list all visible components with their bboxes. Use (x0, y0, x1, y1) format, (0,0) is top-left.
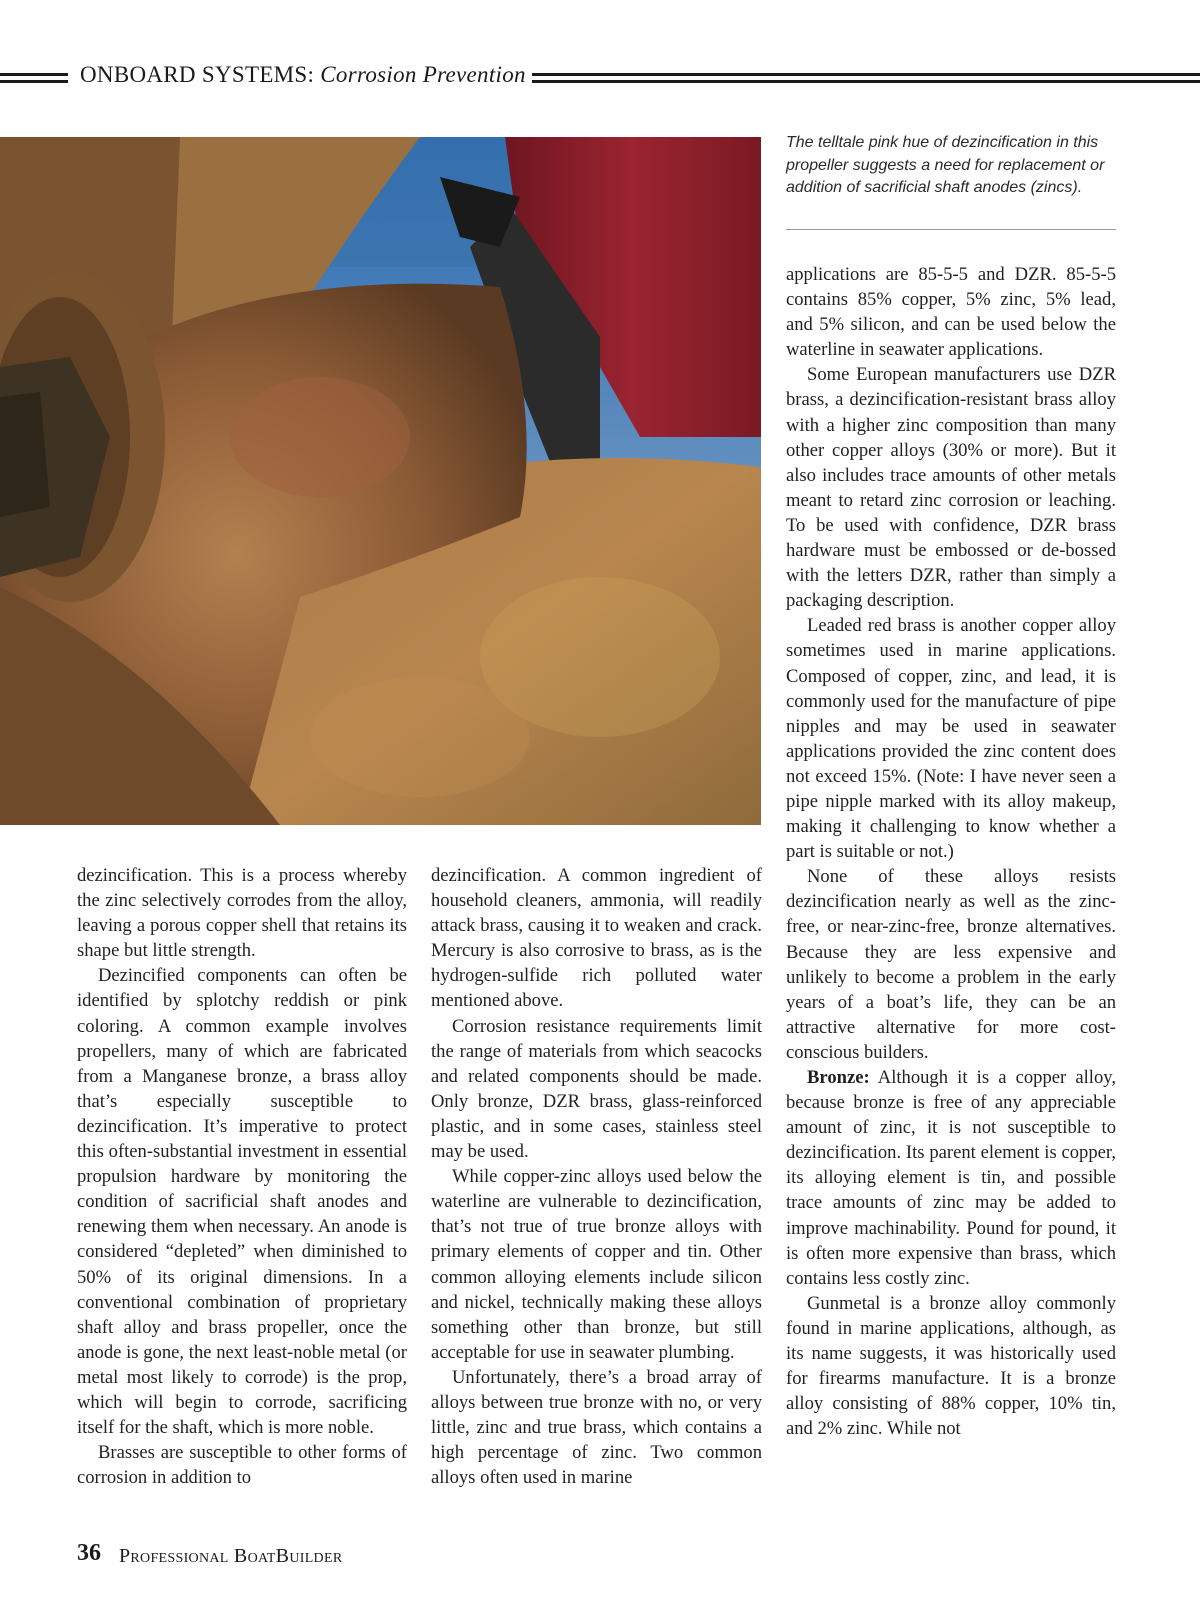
paragraph: None of these alloys resists dezincification nearly as well as the zinc-free, or near-zinc-free, bronze alternatives. Because they are less expensive and unlikely to become a problem in the early years of a boat’s life, they can be an attractive alternative for more cost-conscious builders. (786, 866, 1116, 1063)
propeller-photo (0, 137, 761, 825)
paragraph: Corrosion resistance requirements limit the range of materials from which seacocks and related components should be made. Only bronze, DZR brass, glass-reinforced plastic, and in some cases, stainless steel may be used. (431, 1015, 762, 1163)
paragraph: Dezincified components can often be identified by splotchy reddish or pink coloring. A common example involves propellers, many of which are fabricated from a Manganese bronze, a brass alloy that’s especially susceptible to dezincification. It’s imperative to protect this often-substantial investment in essential propulsion hardware by monitoring the condition of sacrificial shaft anodes and renewing them when necessary. An anode is considered “depleted” when diminished to 50% of its original dimensions. In a conventional combination of proprietary shaft alloy and brass propeller, once the anode is gone, the next least-noble metal (or metal most likely to corrode) is the prop, which will begin to corrode, sacrificing itself for the shaft, which is more noble. (77, 965, 407, 1439)
publication-name: Professional BoatBuilder (119, 1545, 343, 1567)
paragraph: applications are 85-5-5 and DZR. 85-5-5 contains 85% copper, 5% zinc, 5% lead, and 5% silicon, and can be used below the waterline in seawater applications. (786, 264, 1116, 361)
paragraph: Unfortunately, there’s a broad array of alloys between true bronze with no, or very little, zinc and true brass, which contains a high percentage of zinc. Two common alloys often used in marine (431, 1366, 762, 1489)
paragraph: dezincification. A common ingredient of household cleaners, ammonia, will readily attack brass, causing it to weaken and crack. Mercury is also corrosive to brass, as is the hydrogen-sulfide rich polluted water mentioned above. (431, 865, 762, 1012)
photo-caption: The telltale pink hue of dezincification in this propeller suggests a need for replacement or addition of sacrificial shaft anodes (zincs). (786, 134, 1105, 196)
section-header (80, 62, 526, 88)
paragraph: Some European manufacturers use DZR brass, a dezincification-resistant brass alloy with a higher zinc composition than many other copper alloys (30% or more). But it also includes trace amounts of other metals meant to retard zinc corrosion or leaching. To be used with confidence, DZR brass hardware must be embossed or de-bossed with the letters DZR, rather than simply a packaging description. (786, 364, 1116, 612)
subhead-bronze: Bronze: (807, 1067, 870, 1088)
section-label: ONBOARD SYSTEMS: (80, 62, 315, 87)
text-column-2 (431, 863, 762, 1490)
text-column-1 (77, 863, 407, 1490)
header-rule-left (0, 73, 68, 85)
page-number: 36 (77, 1540, 101, 1566)
header-rule-right (532, 73, 1200, 85)
section-topic: Corrosion Prevention (320, 62, 526, 87)
paragraph: Brasses are susceptible to other forms of corrosion in addition to (77, 1442, 407, 1489)
paragraph: dezincification. This is a process whereby the zinc selectively corrodes from the alloy, leaving a porous copper shell that retains its shape but little strength. (77, 865, 407, 962)
paragraph (786, 1065, 1116, 1291)
text-column-3 (786, 262, 1116, 1441)
caption-divider (786, 229, 1116, 230)
paragraph: Leaded red brass is another copper alloy sometimes used in marine applications. Composed of copper, zinc, and lead, it is commonly used for the manufacture of pipe nipples and may be used in seawater applications provided the zinc content does not exceed 15%. (Note: I have never seen a pipe nipple marked with its alloy makeup, making it challenging to know whether a part is suitable or not.) (786, 615, 1116, 863)
paragraph-text: Although it is a copper alloy, because bronze is free of any appreciable amount of zinc, it is not susceptible to dezincification. Its parent element is copper, its alloying element is tin, and possible trace amounts of zinc may be added to improve machinability. Pound for pound, it is often more expensive than brass, which contains less costly zinc. (786, 1067, 1116, 1289)
paragraph: Gunmetal is a bronze alloy commonly found in marine applications, although, as its name suggests, it was historically used for firearms manufacture. It is a bronze alloy consisting of 88% copper, 10% tin, and 2% zinc. While not (786, 1292, 1116, 1440)
paragraph: While copper-zinc alloys used below the waterline are vulnerable to dezincification, that’s not true of true bronze alloys with primary elements of copper and tin. Other common alloying elements include silicon and nickel, technically making these alloys something other than bronze, but still acceptable for use in seawater plumbing. (431, 1166, 762, 1363)
